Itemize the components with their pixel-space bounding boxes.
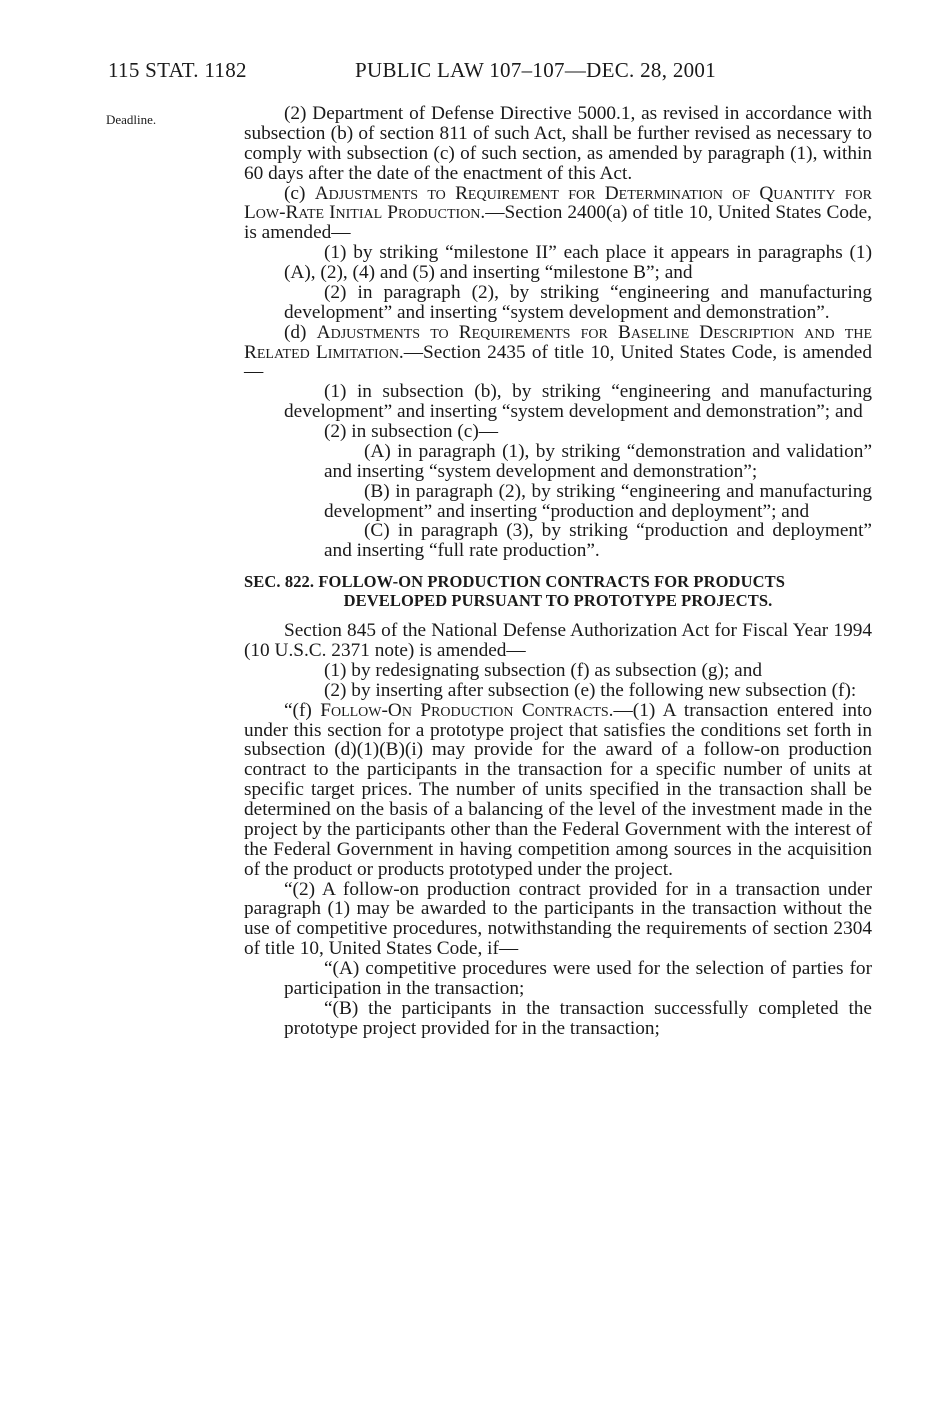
public-law-date: PUBLIC LAW 107–107—DEC. 28, 2001 bbox=[355, 58, 717, 82]
subsection-d-item-2b: (B) in paragraph (2), by striking “engineering and manufacturing development” and inserting “production and deployment”; and bbox=[324, 480, 872, 522]
section-heading-line-2: DEVELOPED PURSUANT TO PROTOTYPE PROJECTS. bbox=[343, 591, 773, 611]
subsection-d-item-1: (1) in subsection (b), by striking “engineering and manufacturing development” and inserting “system development and demonstration”; and bbox=[284, 381, 872, 423]
subsection-c-heading: Adjustments to Requirement for Determination of Quantity for Low-Rate Initial Production. bbox=[244, 182, 872, 224]
subsection-d-item-2a: (A) in paragraph (1), by striking “demonstration and validation” and inserting “system development and demonstration”; bbox=[324, 440, 872, 482]
subsection-d-text: —Section 2435 of title 10, United States Code, is amended— bbox=[244, 341, 872, 383]
new-subsection-f bbox=[244, 701, 872, 880]
subsection-f-item-a: “(A) competitive procedures were used for the selection of parties for participation in the transaction; bbox=[284, 958, 872, 999]
subsection-f-paragraph-2: “(2) A follow-on production contract provided for in a transaction under paragraph (1) may be awarded to the participants in the transaction without the use of competitive procedures, notwithstanding the requirements of section 2304 of title 10, United States Code, if— bbox=[244, 878, 872, 960]
margin-note-deadline: Deadline. bbox=[106, 112, 157, 127]
subsection-c-item-2: (2) in paragraph (2), by striking “engineering and manufacturing development” and inserting “system development and demonstration”. bbox=[284, 281, 872, 323]
subsection-f-heading: Follow-On Production Contracts. bbox=[320, 699, 614, 721]
subsection-d-item-2c: (C) in paragraph (3), by striking “production and deployment” and inserting “full rate production”. bbox=[324, 520, 872, 562]
subsection-f-item-b: “(B) the participants in the transaction successfully completed the prototype project provided for in the transaction; bbox=[284, 997, 872, 1039]
subsection-c-label: (c) bbox=[284, 182, 306, 204]
subsection-d-heading: Adjustments to Requirements for Baseline Description and the Related Limitation. bbox=[244, 321, 872, 363]
subsection-d-item-2: (2) in subsection (c)— bbox=[324, 421, 499, 442]
subsection-f-label: “(f) bbox=[284, 699, 312, 721]
section-heading-line-1: SEC. 822. FOLLOW-ON PRODUCTION CONTRACTS FOR PRODUCTS bbox=[244, 572, 785, 592]
subsection-d-label: (d) bbox=[284, 321, 307, 343]
subsection-c bbox=[244, 184, 872, 244]
section-item-2: (2) by inserting after subsection (e) the following new subsection (f): bbox=[324, 679, 857, 701]
statute-citation: 115 STAT. 1182 bbox=[108, 58, 247, 82]
paragraph-directive: (2) Department of Defense Directive 5000.1, as revised in accordance with subsection (b) of section 811 of such Act, shall be further revised as necessary to comply with subsection (c) of such section, as amended by paragraph (1), within 60 days after the date of the enactment of this Act. bbox=[244, 103, 872, 184]
subsection-d bbox=[244, 323, 872, 383]
subsection-c-item-1: (1) by striking “milestone II” each place it appears in paragraphs (1)(A), (2), (4) and (5) and inserting “milestone B”; and bbox=[284, 242, 872, 283]
body-text bbox=[244, 104, 872, 1039]
section-item-1: (1) by redesignating subsection (f) as subsection (g); and bbox=[324, 659, 762, 681]
subsection-c-text: —Section 2400(a) of title 10, United States Code, is amended— bbox=[244, 202, 872, 244]
section-heading bbox=[244, 572, 872, 610]
subsection-f-text: —(1) A transaction entered into under this section for a prototype project that satisfies the conditions set forth in subsection (d)(1)(B)(i) may provide for the award of a follow-on production contract to the participants in the transaction for a specific number of units at specific target prices. The number of units specified in the transaction shall be determined on the basis of a balancing of the level of the investment made in the project by the participants other than the Federal Government with the interest of the Federal Government in having competition among sources in the acquisition of the product or products prototyped under the project. bbox=[244, 699, 872, 880]
section-intro: Section 845 of the National Defense Authorization Act for Fiscal Year 1994 (10 U.S.C. 2371 note) is amended— bbox=[244, 620, 872, 661]
